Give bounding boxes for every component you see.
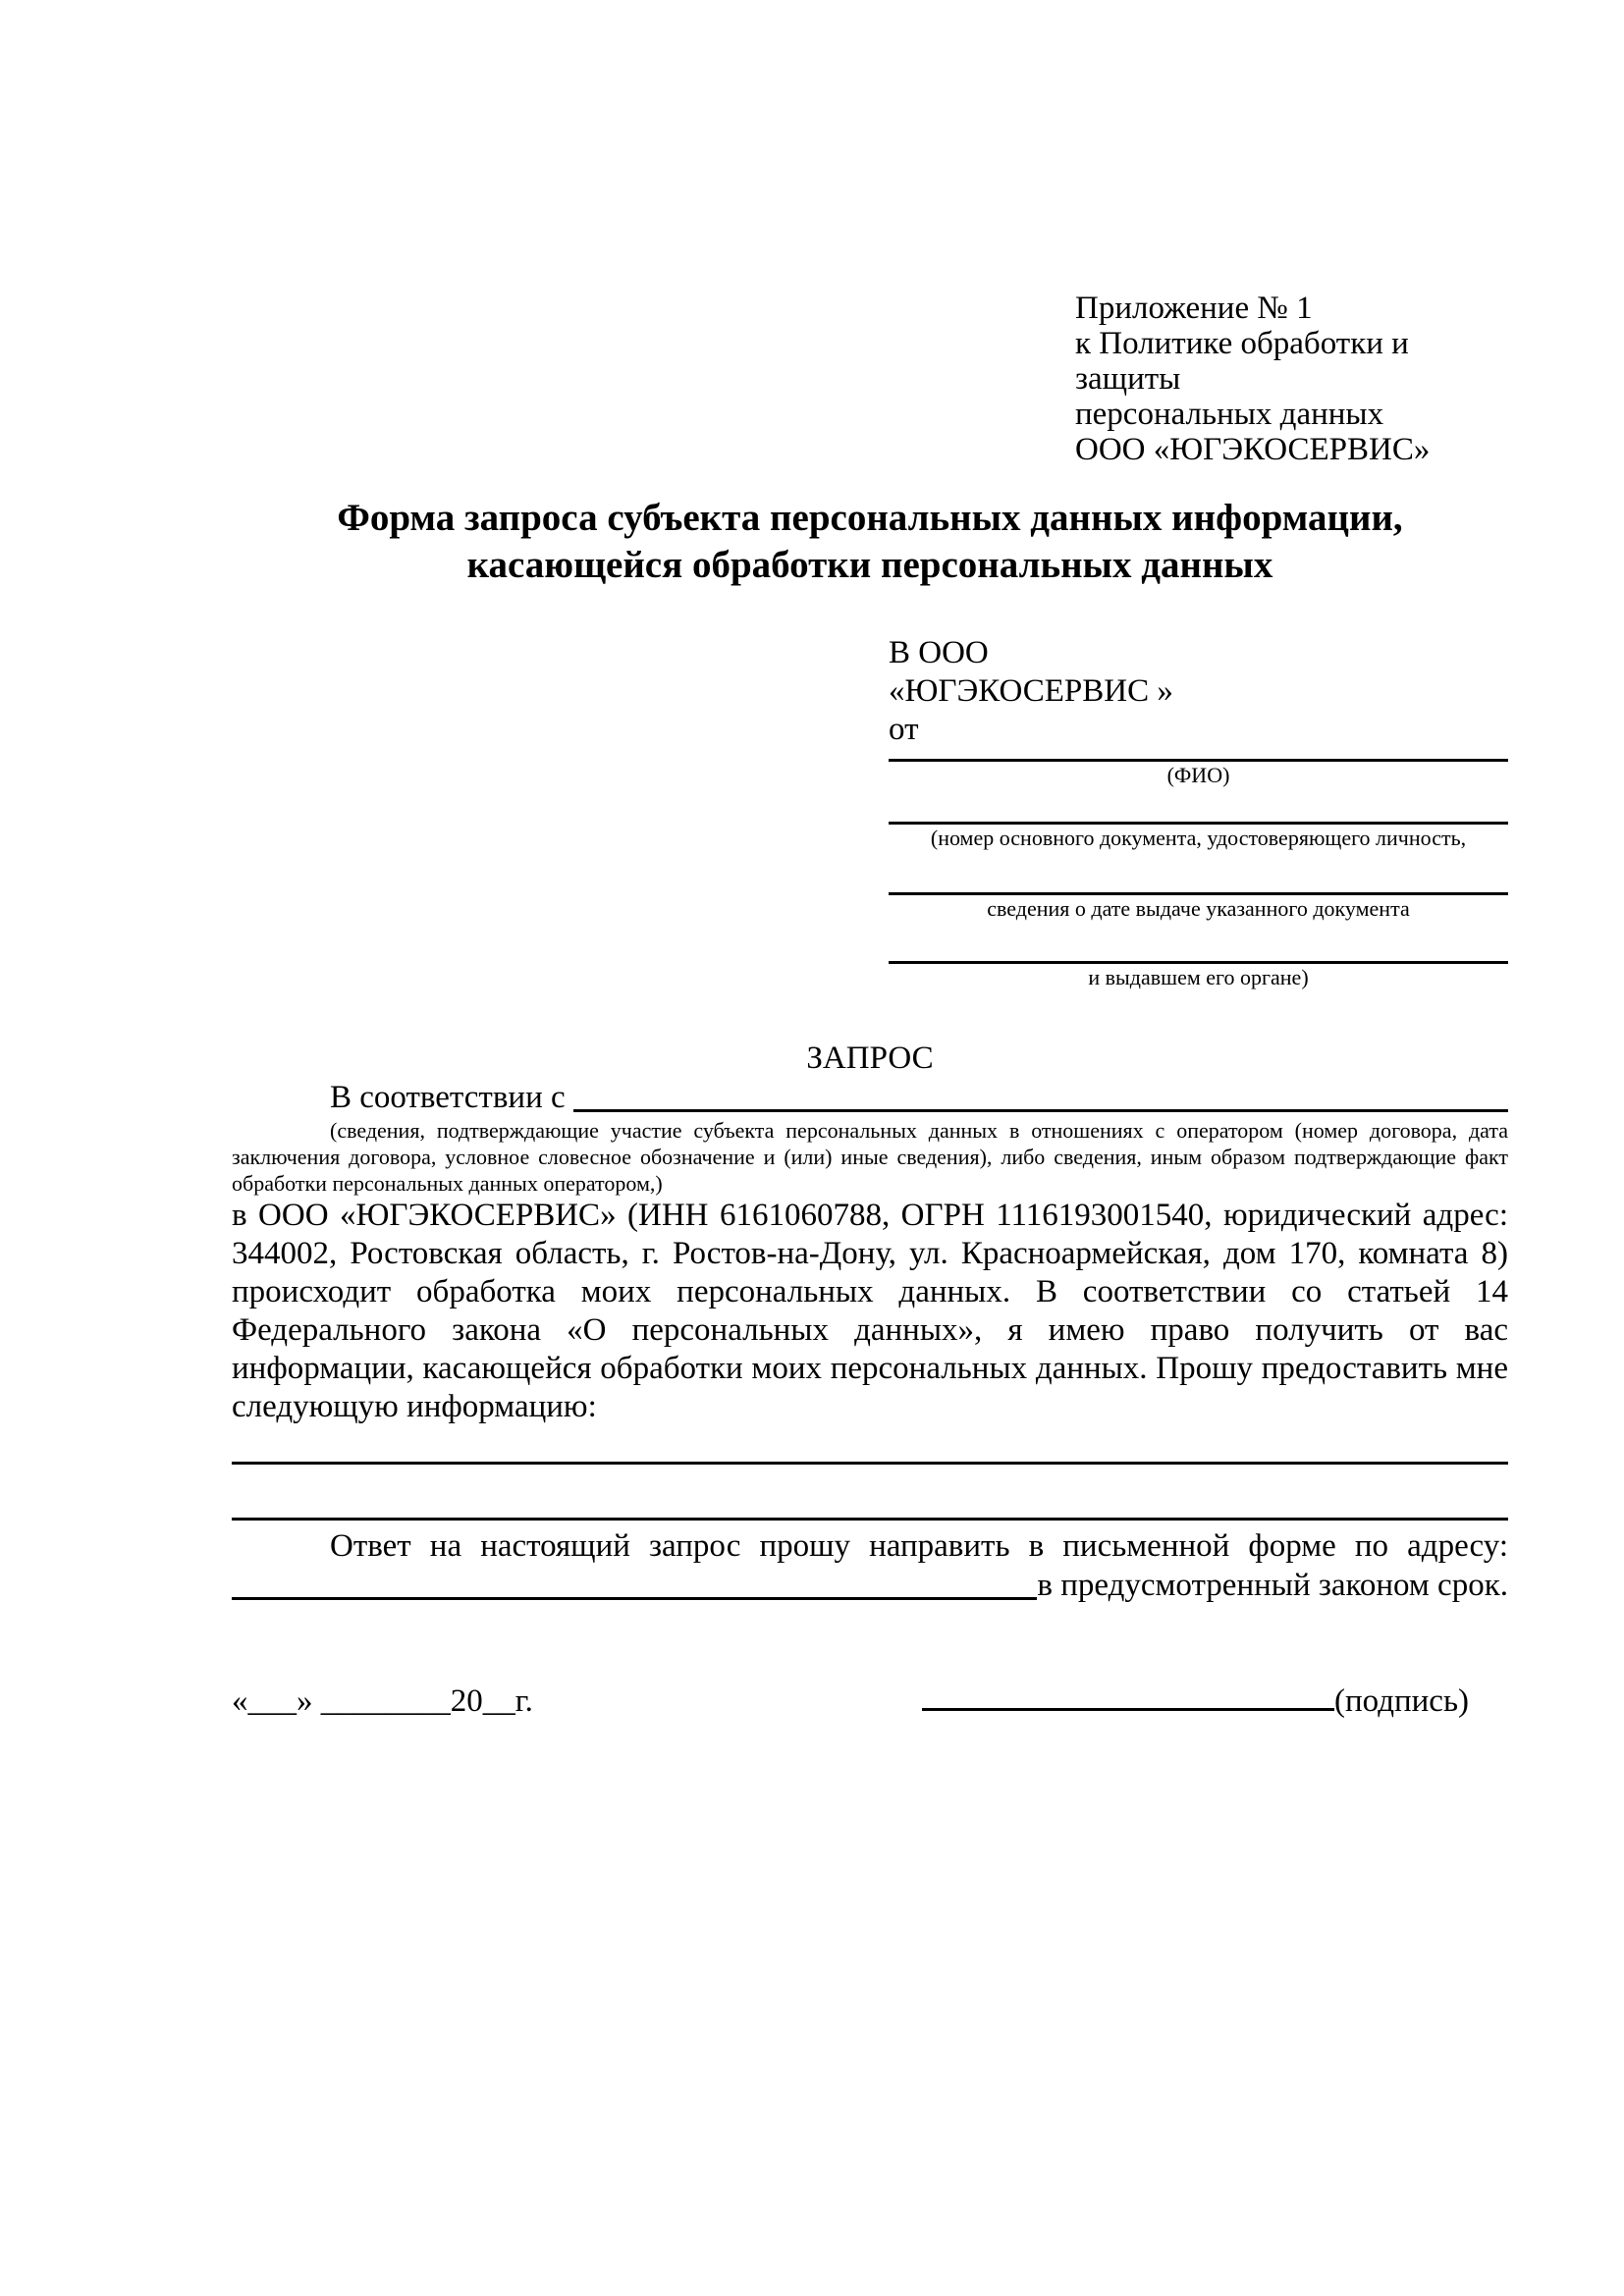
page-title-line-2: касающейся обработки персональных данных — [466, 544, 1273, 586]
page-title-line-1: Форма запроса субъекта персональных данных информации, — [337, 497, 1403, 539]
header-note-line: ООО «ЮГЭКОСЕРВИС» — [1075, 432, 1431, 467]
reply-address-row — [232, 1566, 1508, 1605]
request-heading: ЗАПРОС — [806, 1041, 934, 1076]
request-body-paragraph: в ООО «ЮГЭКОСЕРВИС» (ИНН 6161060788, ОГРН 1116193001540, юридический адрес: 344002, Ростовская область, г. Ростов-на-Дону, ул. Красноармейская, дом 170, комната 8) происходит обработка моих персональных данных. В соответствии со статьей 14 Федерального закона «О персональных данных», я имею право получить от вас информации, касающейся обработки моих персональных данных. Прошу предоставить мне следующую информацию: — [232, 1198, 1508, 1424]
header-note — [1075, 291, 1508, 467]
fio-caption: (ФИО) — [1166, 763, 1230, 787]
issuing-authority-caption: и выдавшем его органе) — [1088, 965, 1309, 989]
fio-blank-line — [889, 749, 1508, 762]
reply-paragraph: Ответ на настоящий запрос прошу направить в письменной форме по адресу: — [330, 1528, 1508, 1564]
header-note-line: Приложение № 1 — [1075, 291, 1313, 326]
signature-caption: (подпись) — [1334, 1683, 1469, 1719]
basis-blank-line — [573, 1078, 1508, 1112]
issuing-authority-blank-line — [889, 922, 1508, 964]
issue-date-blank-line — [889, 851, 1508, 895]
date-blank: «___» ________20__г. — [232, 1683, 533, 1719]
page-title — [232, 495, 1508, 589]
signature-group — [922, 1682, 1469, 1721]
basis-row — [232, 1078, 1508, 1117]
document-number-caption: (номер основного документа, удостоверяющего личность, — [930, 826, 1467, 850]
reply-suffix: в предусмотренный законом срок. — [1037, 1568, 1508, 1603]
address-blank-line — [232, 1566, 1037, 1600]
addressee-line-1: В ООО — [889, 635, 989, 670]
basis-prefix: В соответствии с — [330, 1080, 566, 1115]
document-number-blank-line — [889, 788, 1508, 825]
issue-date-caption: сведения о дате выдаче указанного документа — [987, 896, 1410, 921]
basis-footnote: (сведения, подтверждающие участие субъекта персональных данных в отношениях с оператором (номер договора, дата заключения договора, условное словесное обозначение и (или) иные сведения), либо сведения, иным образом подтверждающие факт обработки персональных данных оператором,) — [232, 1118, 1508, 1196]
header-note-line: к Политике обработки и защиты — [1075, 326, 1409, 397]
footer-row — [232, 1682, 1508, 1721]
header-note-line: персональных данных — [1075, 397, 1384, 432]
info-blank-line-2 — [232, 1465, 1508, 1521]
addressee-block — [889, 634, 1508, 990]
addressee-line-2: «ЮГЭКОСЕРВИС » — [889, 673, 1173, 709]
info-blank-line-1 — [232, 1426, 1508, 1465]
addressee-from-label: от — [889, 712, 919, 747]
signature-blank-line — [922, 1708, 1334, 1711]
